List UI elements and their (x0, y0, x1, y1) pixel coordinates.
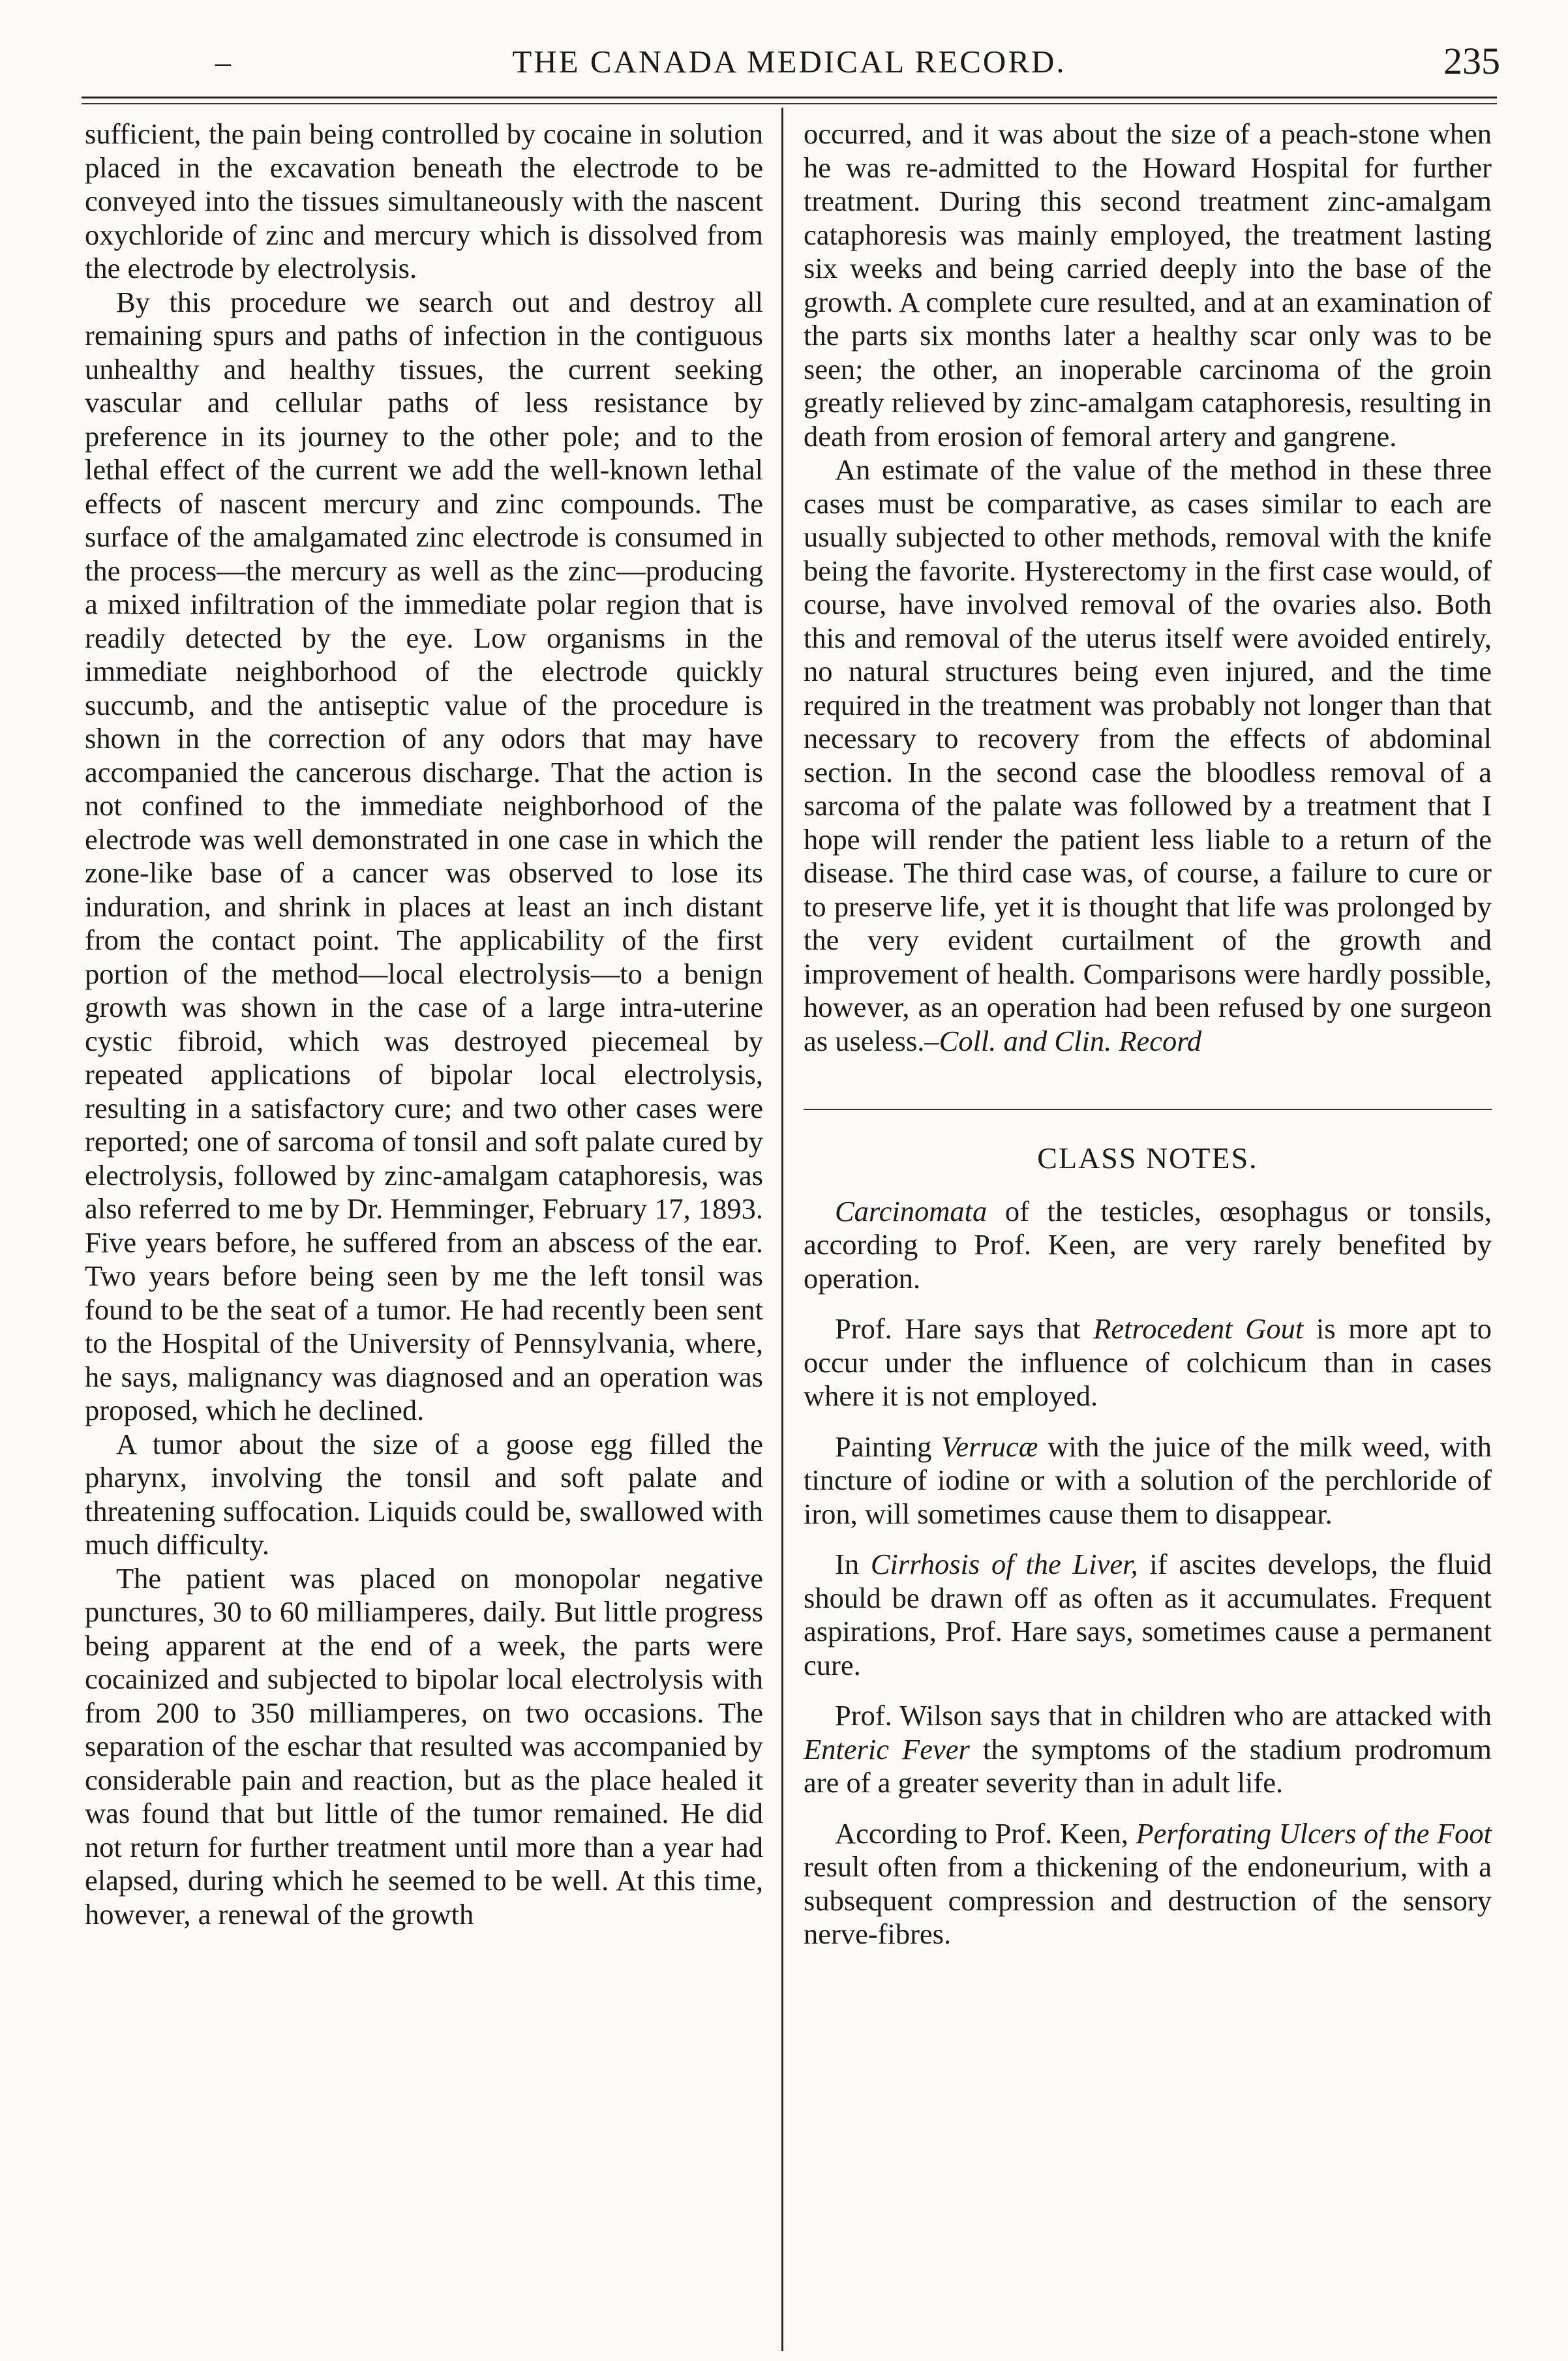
journal-title: THE CANADA MEDICAL RECORD. (512, 44, 1066, 80)
note-term: Verrucæ (941, 1430, 1038, 1463)
note-lead: Prof. Hare says that (835, 1312, 1094, 1345)
body-paragraph: A tumor about the size of a goose egg filled the pharynx, involving the tonsil and soft palate and threatening suffocation. Liquids could be, swallowed with much difficulty. (85, 1427, 763, 1561)
note-text: the symptoms of the stadium prodromum are of a greater severity than in adult life. (804, 1732, 1492, 1799)
note-term: Enteric Fever (804, 1732, 970, 1766)
body-paragraph: By this procedure we search out and destroy all remaining spurs and paths of infection in the contiguous unhealthy and healthy tissues, the current seeking vascular and cellular paths of less resistance by preference in its journey to the other pole; and to the lethal effect of the current we add the well-known lethal effects of nascent mercury and zinc compounds. The surface of the amalgamated zinc electrode is consumed in the process—the mercury as well as the zinc—producing a mixed infiltration of the immediate polar region that is readily detected by the eye. Low organisms in the immediate neighborhood of the electrode quickly succumb, and the antiseptic value of the procedure is shown in the correction of any odors that may have accompanied the cancerous discharge. That the action is not confined to the immediate neighborhood of the electrode was well demonstrated in one case in which the zone-like base of a cancer was observed to lose its induration, and shrink in places at least an inch distant from the contact point. The applicability of the first portion of the method—local electrolysis—to a benign growth was shown in the case of a large intra-uterine cystic fibroid, which was destroyed piecemeal by repeated applications of bipolar local electrolysis, resulting in a satisfactory cure; and two other cases were reported; one of sarcoma of tonsil and soft palate cured by electrolysis, followed by zinc-amalgam cataphoresis, was also referred to me by Dr. Hemminger, February 17, 1893. Five years before, he suffered from an abscess of the ear. Two years before being seen by me the left tonsil was found to be the seat of a tumor. He had recently been sent to the Hospital of the University of Pennsylvania, where, he says, malignancy was diagnosed and an operation was proposed, which he declined. (85, 285, 763, 1426)
class-note (804, 1699, 1492, 1800)
header-rule-bottom (82, 103, 1497, 104)
body-paragraph: The patient was placed on monopolar negative punctures, 30 to 60 milliamperes, daily. But little progress being apparent at the end of a week, the parts were cocainized and subjected to bipolar local electrolysis with from 200 to 350 milliamperes, on two occasions. The separation of the eschar that resulted was accompanied by considerable pain and reaction, but as the place healed it was found that but little of the tumor remained. He did not return for further treatment until more than a year had elapsed, during which he seemed to be well. At this time, however, a renewal of the growth (85, 1561, 763, 1931)
paragraph-text: An estimate of the value of the method in these three cases must be comparative, as cases similar to each are usually subjected to other methods, removal with the knife being the favorite. Hysterectomy in the first case would, of course, have involved removal of the ovaries also. Both this and removal of the uterus itself were avoided entirely, no natural structures being even injured, and the time required in the treatment was probably not longer than that necessary to recovery from the effects of abdominal section. In the second case the bloodless removal of a sarcoma of the palate was followed by a treatment that I hope will render the patient less liable to a return of the disease. The third case was, of course, a failure to cure or to preserve life, yet it is thought that life was prolonged by the very evident curtailment of the growth and improvement of health. Comparisons were hardly possible, however, as an operation had been refused by one surgeon as useless.– (804, 453, 1492, 1057)
note-term: Carcinomata (835, 1194, 988, 1227)
class-note (804, 1195, 1492, 1296)
section-title: CLASS NOTES. (1037, 1141, 1258, 1175)
class-note (804, 1548, 1492, 1682)
left-column (85, 117, 763, 1931)
body-paragraph (804, 453, 1492, 1058)
note-lead: Painting (835, 1430, 942, 1463)
body-paragraph: occurred, and it was about the size of a peach-stone when he was re-admitted to the Howard Hospital for further treatment. During this second treatment zinc-amalgam cataphoresis was mainly employed, the treatment lasting six weeks and being carried deeply into the base of the growth. A complete cure resulted, and at an examination of the parts six months later a healthy scar only was to be seen; the other, an inoperable carcinoma of the groin greatly relieved by zinc-amalgam cataphoresis, resulting in death from erosion of femoral artery and gangrene. (804, 117, 1492, 453)
note-lead: According to Prof. Keen, (835, 1816, 1136, 1850)
note-text: of the testicles, œsophagus or tonsils, according to Prof. Keen, are very rarely benefited by operation. (804, 1194, 1492, 1295)
class-note (804, 1312, 1492, 1413)
header-rule-top (82, 97, 1497, 98)
source-citation: Coll. and Clin. Record (939, 1024, 1202, 1057)
note-text: if ascites develops, the fluid should be drawn off as often as it accumulates. Frequent aspirations, Prof. Hare says, sometimes cause a permanent cure. (804, 1548, 1492, 1681)
page-number: 235 (1443, 40, 1500, 82)
header-dash: – (215, 45, 231, 80)
class-note (804, 1430, 1492, 1531)
note-text: is more apt to occur under the influence of colchicum than in cases where it is not employed. (804, 1312, 1492, 1412)
note-term: Cirrhosis of the Liver, (870, 1548, 1138, 1580)
running-header (78, 39, 1500, 91)
note-lead: In (835, 1548, 871, 1580)
section-rule (804, 1109, 1492, 1110)
body-paragraph: sufficient, the pain being controlled by cocaine in solution placed in the excavation beneath the electrode to be conveyed into the tissues simultaneously with the nascent oxychloride of zinc and mercury which is dissolved from the electrode by electrolysis. (85, 117, 763, 284)
note-term: Perforating Ulcers of the Foot (1136, 1816, 1492, 1850)
class-note (804, 1817, 1492, 1951)
right-column (804, 117, 1492, 1951)
note-text: with the juice of the milk weed, with tincture of iodine or with a solution of the perchloride of iron, will sometimes cause them to disappear. (804, 1430, 1492, 1530)
column-divider (781, 108, 783, 2351)
note-lead: Prof. Wilson says that in children who are attacked with (835, 1699, 1492, 1732)
note-term: Retrocedent Gout (1093, 1312, 1304, 1345)
note-text: result often from a thickening of the endoneurium, with a subsequent compression and destruction of the sensory nerve-fibres. (804, 1850, 1492, 1950)
